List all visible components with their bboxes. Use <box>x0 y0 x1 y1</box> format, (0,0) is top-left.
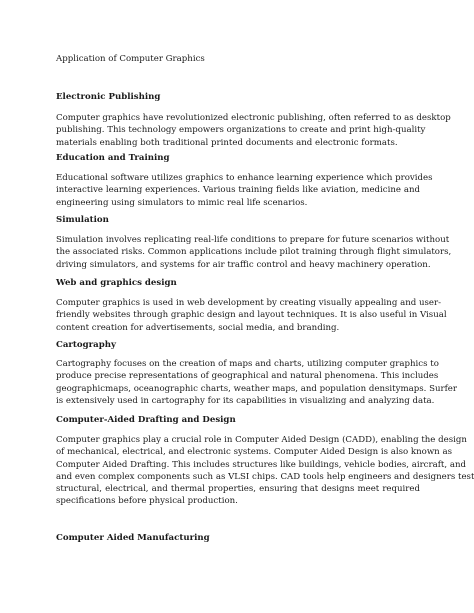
section-heading-computer-aided-manufacturing: Computer Aided Manufacturing <box>56 533 210 543</box>
body-line: produce precise representations of geographical and natural phenomena. This includes <box>56 371 439 382</box>
body-line: geographicmaps, oceanographic charts, weather maps, and population densitymaps. Surfer <box>56 383 457 394</box>
body-line: Computer graphics play a crucial role in Computer Aided Design (CADD), enabling the design <box>56 435 467 445</box>
body-line: structural, electrical, and thermal properties, ensuring that designs meet required <box>56 484 420 495</box>
body-line: of mechanical, electrical, and electronic systems. Computer Aided Design is also known as <box>56 447 452 458</box>
section-body-education-training <box>56 172 433 209</box>
section-heading-computer-aided-drafting-design: Computer-Aided Drafting and Design <box>56 415 236 425</box>
body-line: and even complex components such as VLSI chips. CAD tools help engineers and designers test <box>56 471 474 482</box>
document-title: Application of Computer Graphics <box>56 54 205 64</box>
body-line: publishing. This technology empowers organizations to create and print high-quality <box>56 125 426 136</box>
body-line: interactive learning experiences. Various training fields like aviation, medicine and <box>56 185 420 196</box>
body-line: driving simulators, and systems for air traffic control and heavy machinery operation. <box>56 259 431 270</box>
section-body-computer-aided-drafting-design <box>56 434 474 508</box>
body-line: Cartography focuses on the creation of maps and charts, utilizing computer graphics to <box>56 359 439 369</box>
body-line: Computer graphics is used in web development by creating visually appealing and user- <box>56 298 442 308</box>
section-heading-cartography: Cartography <box>56 340 116 350</box>
body-line: content creation for advertisements, social media, and branding. <box>56 322 340 333</box>
section-heading-simulation: Simulation <box>56 215 109 225</box>
body-line: is extensively used in cartography for its capabilities in visualizing and analyzing data. <box>56 395 435 406</box>
section-body-electronic-publishing <box>56 112 451 149</box>
section-heading-electronic-publishing: Electronic Publishing <box>56 92 161 102</box>
body-line: materials enabling both traditional printed documents and electronic formats. <box>56 137 398 148</box>
body-line: friendly websites through graphic design and layout techniques. It is also useful in Visual <box>56 310 447 321</box>
body-line: engineering using simulators to mimic real life scenarios. <box>56 197 308 208</box>
section-body-web-graphics-design <box>56 297 447 334</box>
body-line: Educational software utilizes graphics to enhance learning experience which provides <box>56 173 433 183</box>
body-line: Simulation involves replicating real-life conditions to prepare for future scenarios without <box>56 235 450 245</box>
body-line: specifications before physical production. <box>56 496 238 507</box>
section-body-simulation <box>56 234 452 271</box>
body-line: Computer Aided Drafting. This includes structures like buildings, vehicle bodies, aircraft, and <box>56 459 466 470</box>
body-line: the associated risks. Common applications include pilot training through flight simulators, <box>56 247 452 258</box>
section-heading-web-graphics-design: Web and graphics design <box>56 278 177 288</box>
section-heading-education-training: Education and Training <box>56 153 170 163</box>
section-body-cartography <box>56 358 457 407</box>
body-line: Computer graphics have revolutionized electronic publishing, often referred to as desktop <box>56 113 451 123</box>
